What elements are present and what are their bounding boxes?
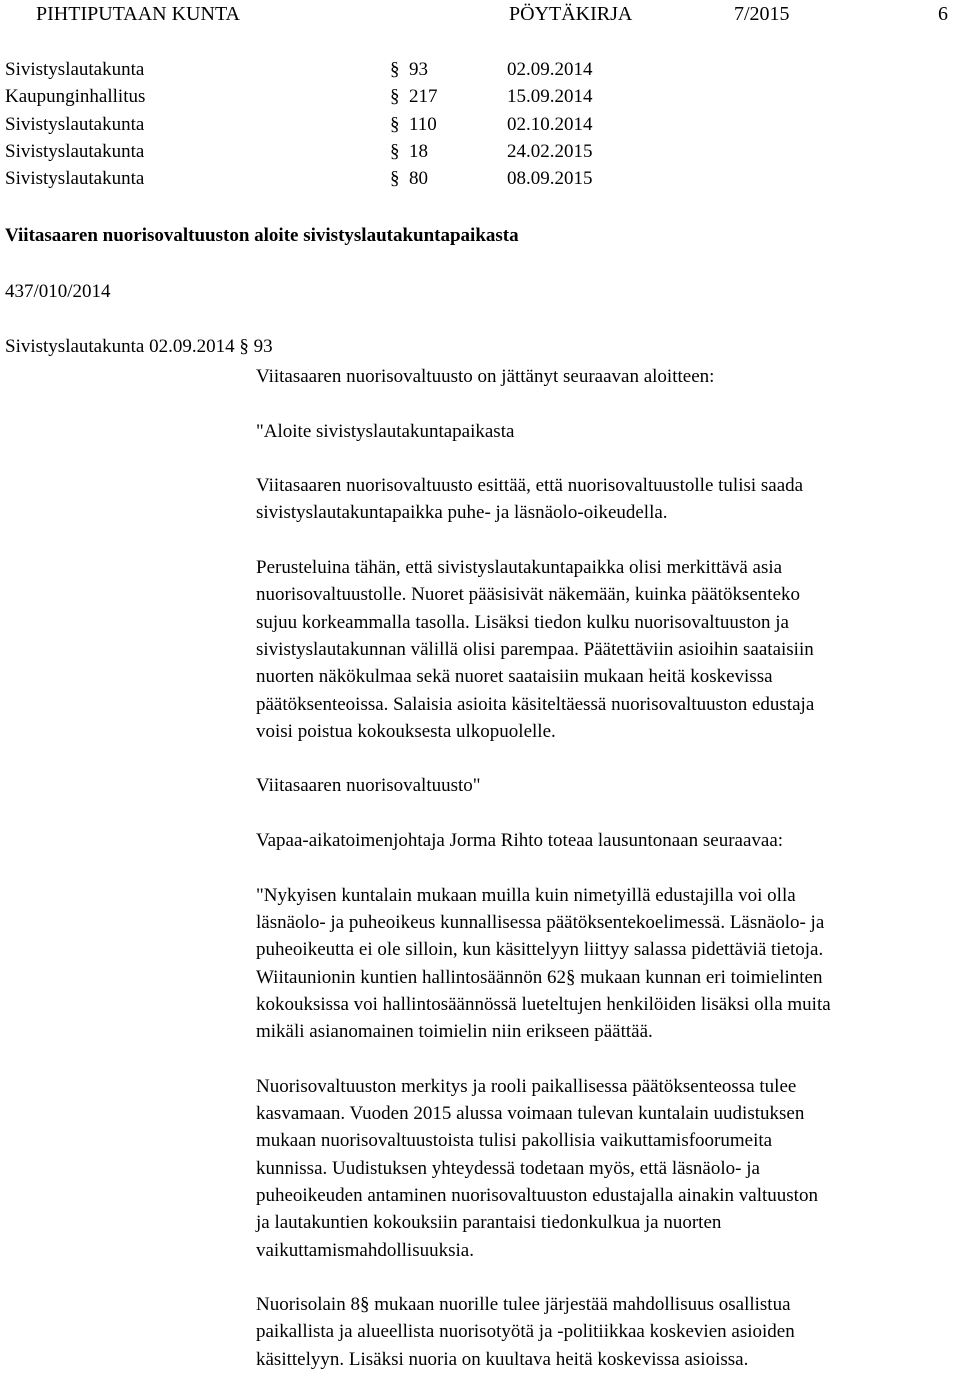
text-line: nuorten näkökulmaa sekä nuoret saataisiin mukaan heitä koskevissa	[256, 666, 773, 688]
meeting-reference	[5, 336, 273, 358]
text-line: Nuorisovaltuuston merkitys ja rooli paikallisessa päätöksenteossa tulee	[256, 1075, 797, 1097]
document-number: 7/2015	[734, 3, 790, 25]
handling-history	[5, 56, 705, 192]
section-sign: §	[239, 336, 249, 357]
municipality-name: PIHTIPUTAAN KUNTA	[36, 3, 241, 25]
text-line: mikäli asianomainen toimielin niin erikseen päättää.	[256, 1021, 653, 1043]
text-line: mukaan nuorisovaltuustoista tulisi pakollisia vaikuttamisfoorumeita	[256, 1130, 773, 1152]
section-sign: §	[390, 59, 400, 80]
history-date: 02.10.2014	[507, 113, 593, 135]
history-body: Sivistyslautakunta	[5, 113, 145, 135]
text-line: kunnissa. Uudistuksen yhteydessä todetaan myös, että läsnäolo- ja	[256, 1157, 760, 1179]
text-line: paikallista ja alueellista nuorisotyötä ja -politiikkaa koskevien asioiden	[256, 1321, 795, 1343]
history-row	[5, 138, 705, 165]
paragraph	[256, 418, 956, 445]
text-line: Perusteluina tähän, että sivistyslautakuntapaikka olisi merkittävä asia	[256, 557, 783, 579]
paragraph	[256, 554, 956, 745]
text-line: sivistyslautakunnan välillä olisi parempaa. Päätettäviin asioihin saataisiin	[256, 638, 814, 660]
text-line: sivistyslautakuntapaikka puhe- ja läsnäolo-oikeudella.	[256, 502, 668, 524]
section-sign: §	[390, 140, 400, 162]
text-line: Nuorisolain 8§ mukaan nuorille tulee järjestää mahdollisuus osallistua	[256, 1294, 791, 1316]
text-line: puheoikeuden antaminen nuorisovaltuuston edustajalla ainakin valtuuston	[256, 1184, 818, 1206]
history-section-number: 217	[409, 86, 438, 108]
text-line: ja lautakuntien kokouksiin parantaisi tiedonkulkua ja nuorten	[256, 1212, 722, 1234]
paragraph	[256, 772, 956, 799]
text-line: puheoikeutta ei ole silloin, kun käsittelyyn liittyy salassa pidettäviä tietoja.	[256, 939, 824, 961]
section-sign: §	[390, 168, 400, 190]
history-body: Sivistyslautakunta	[5, 59, 145, 80]
page-number: 6	[938, 3, 948, 25]
text-line: Vapaa-aikatoimenjohtaja Jorma Rihto toteaa lausuntonaan seuraavaa:	[256, 830, 784, 852]
section-sign: §	[390, 113, 400, 135]
matter-title: Viitasaaren nuorisovaltuuston aloite sivistyslautakuntapaikasta	[5, 225, 519, 246]
text-line: nuorisovaltuustolle. Nuoret pääsisivät näkemään, kuinka päätöksenteko	[256, 584, 800, 606]
paragraph	[256, 827, 956, 854]
body-text	[256, 363, 956, 1373]
history-date: 15.09.2014	[507, 86, 593, 108]
text-line: "Nykyisen kuntalain mukaan muilla kuin nimetyillä edustajilla voi olla	[256, 884, 796, 906]
history-date: 08.09.2015	[507, 168, 593, 190]
text-line: Wiitaunionin kuntien hallintosäännön 62§ mukaan kunnan eri toimielinten	[256, 966, 823, 988]
paragraph	[256, 363, 956, 390]
paragraph	[256, 1291, 956, 1373]
text-line: Viitasaaren nuorisovaltuusto esittää, että nuorisovaltuustolle tulisi saada	[256, 475, 804, 497]
page-header	[36, 3, 948, 29]
history-date: 24.02.2015	[507, 140, 593, 162]
history-body: Kaupunginhallitus	[5, 86, 146, 108]
text-line: Viitasaaren nuorisovaltuusto on jättänyt seuraavan aloitteen:	[256, 366, 715, 387]
history-section-number: 93	[409, 59, 428, 80]
history-body: Sivistyslautakunta	[5, 168, 145, 190]
history-section-number: 110	[409, 113, 437, 135]
section-sign: §	[390, 86, 400, 108]
text-line: "Aloite sivistyslautakuntapaikasta	[256, 420, 515, 442]
history-date: 02.09.2014	[507, 59, 593, 80]
text-line: sujuu korkeammalla tasolla. Lisäksi tiedon kulku nuorisovaltuuston ja	[256, 611, 789, 633]
meeting-section-number: 93	[253, 336, 273, 357]
text-line: päätöksenteoissa. Salaisia asioita käsiteltäessä nuorisovaltuuston edustaja	[256, 693, 815, 715]
text-line: voisi poistua kokouksesta ulkopuolelle.	[256, 720, 556, 742]
paragraph	[256, 472, 956, 527]
history-section-number: 18	[409, 140, 428, 162]
case-number: 437/010/2014	[5, 281, 111, 302]
text-line: kasvamaan. Vuoden 2015 alussa voimaan tulevan kuntalain uudistuksen	[256, 1103, 805, 1125]
text-line: käsittelyyn. Lisäksi nuoria on kuultava heitä koskevissa asioissa.	[256, 1348, 749, 1370]
history-row	[5, 165, 705, 192]
history-row	[5, 83, 705, 110]
text-line: vaikuttamismahdollisuuksia.	[256, 1239, 474, 1261]
text-line: kokouksissa voi hallintosäännössä lueteltujen henkilöiden lisäksi olla muita	[256, 993, 831, 1015]
history-body: Sivistyslautakunta	[5, 140, 145, 162]
history-section-number: 80	[409, 168, 428, 190]
history-row	[5, 111, 705, 138]
meeting-body-date: Sivistyslautakunta 02.09.2014	[5, 336, 235, 357]
history-row	[5, 56, 705, 83]
paragraph	[256, 882, 956, 1046]
paragraph	[256, 1073, 956, 1264]
text-line: läsnäolo- ja puheoikeus kunnallisessa päätöksentekoelimessä. Läsnäolo- ja	[256, 911, 825, 933]
text-line: Viitasaaren nuorisovaltuusto"	[256, 775, 481, 797]
document-type: PÖYTÄKIRJA	[509, 3, 633, 25]
